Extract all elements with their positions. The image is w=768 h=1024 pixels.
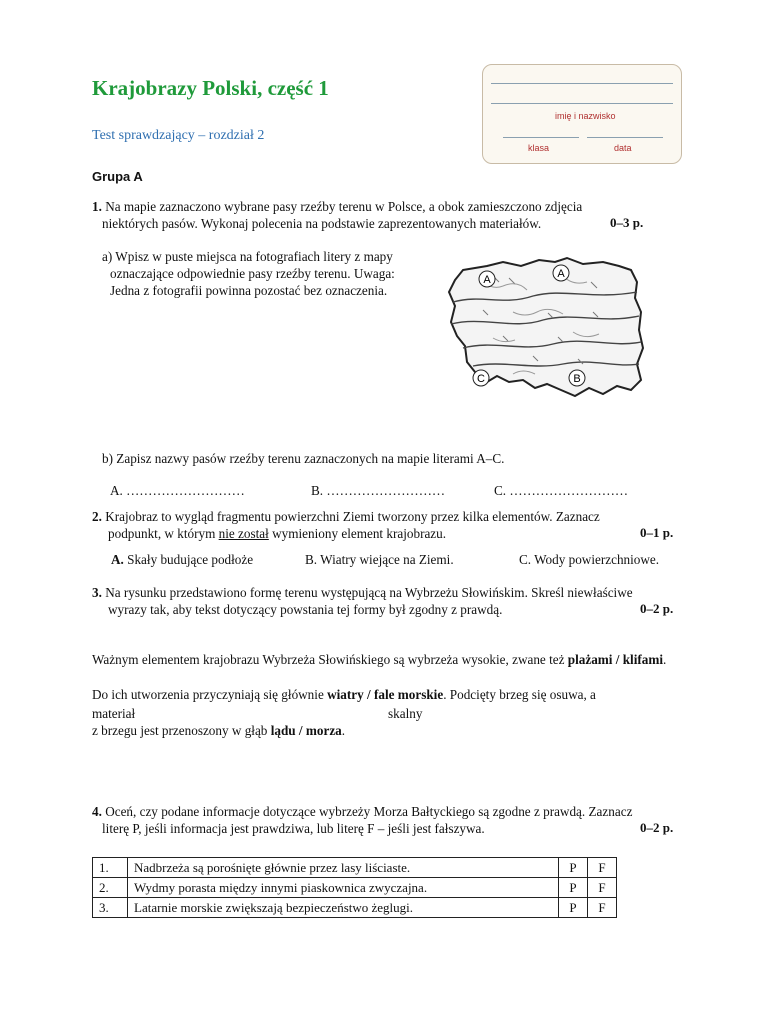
svg-text:B: B: [573, 373, 581, 385]
q3-choice-3[interactable]: lądu / morza: [270, 723, 342, 738]
q2-option-b[interactable]: B. Wiatry wiejące na Ziemi.: [305, 552, 454, 567]
false-option[interactable]: F: [588, 878, 617, 898]
q1-number: 1.: [92, 199, 102, 214]
q3-choice-1[interactable]: plażami / klifami: [567, 652, 664, 667]
page-subtitle: Test sprawdzający – rozdział 2: [92, 128, 265, 143]
name-line-1[interactable]: [491, 83, 673, 84]
svg-text:A: A: [557, 268, 565, 280]
q3-word-material: materiał: [92, 706, 136, 721]
q1b-answer-b[interactable]: B. ………………………: [311, 483, 446, 498]
q4-text: [92, 803, 632, 820]
q2-points: 0–1 p.: [640, 525, 674, 540]
true-false-table: [92, 857, 617, 918]
q1b-text: b) Zapisz nazwy pasów rzeźby terenu zaznaczonych na mapie literami A–C.: [102, 451, 505, 466]
q1-text: [92, 198, 682, 215]
q3-word-skalny: skalny: [388, 706, 423, 721]
q4-points: 0–2 p.: [640, 820, 674, 835]
false-option[interactable]: F: [588, 898, 617, 918]
q1-text-line1: Na mapie zaznaczono wybrane pasy rzeźby terenu w Polsce, a obok zamieszczono zdjęcia: [105, 199, 583, 214]
table-row: [93, 858, 617, 878]
map-label-a-east: [553, 265, 569, 281]
q3-paragraph-2: Do ich utworzenia przyczyniają się głównie wiatry / fale morskie. Podcięty brzeg się osuwa, a: [92, 687, 596, 702]
q3-text: [92, 584, 633, 601]
q2-option-c[interactable]: C. Wody powierzchniowe.: [519, 552, 660, 567]
false-option[interactable]: F: [588, 858, 617, 878]
row-number: 2.: [93, 878, 128, 898]
q1a-line1: a) Wpisz w puste miejsca na fotografiach litery z mapy: [102, 249, 393, 264]
q2-text: [92, 508, 676, 525]
map-label-b: [569, 370, 585, 386]
true-option[interactable]: P: [559, 878, 588, 898]
q4-number: 4.: [92, 804, 102, 819]
q3-choice-2[interactable]: wiatry / fale morskie: [327, 687, 444, 702]
row-statement: Wydmy porasta między innymi piaskownica zwyczajna.: [128, 878, 559, 898]
table-row: [93, 898, 617, 918]
svg-text:A: A: [483, 274, 491, 286]
q2-underlined: nie został: [218, 526, 269, 541]
q4-text-line2: literę P, jeśli informacja jest prawdziwa, lub literę F – jeśli jest fałszywa.: [102, 821, 485, 836]
row-statement: Nadbrzeża są porośnięte głównie przez lasy liściaste.: [128, 858, 559, 878]
page-title: Krajobrazy Polski, część 1: [92, 76, 329, 100]
row-number: 1.: [93, 858, 128, 878]
q3-paragraph-4: z brzegu jest przenoszony w głąb lądu / morza.: [92, 723, 346, 738]
map-label-c: [473, 370, 489, 386]
date-label: data: [614, 143, 632, 153]
q1b-answer-a[interactable]: A. ………………………: [110, 483, 245, 498]
name-line-2[interactable]: [491, 103, 673, 104]
q2-text-line2: podpunkt, w którym nie został wymieniony element krajobrazu.: [108, 526, 447, 541]
q3-text-line2: wyrazy tak, aby tekst dotyczący powstania tej formy był zgodny z prawdą.: [108, 602, 503, 617]
q1a-line3: Jedna z fotografii powinna pozostać bez oznaczenia.: [110, 283, 388, 298]
q3-number: 3.: [92, 585, 102, 600]
q1a-line2: oznaczające odpowiednie pasy rzeźby terenu. Uwaga:: [110, 266, 395, 281]
row-number: 3.: [93, 898, 128, 918]
svg-text:C: C: [477, 373, 485, 385]
q1-points: 0–3 p.: [610, 215, 644, 230]
q2-option-a[interactable]: A. Skały budujące podłoże: [111, 552, 254, 567]
date-line[interactable]: [587, 137, 663, 138]
map-label-a-west: [479, 271, 495, 287]
student-info-box: [482, 64, 682, 164]
q4-text-line1: Oceń, czy podane informacje dotyczące wybrzeży Morza Bałtyckiego są zgodne z prawdą. Zaznacz: [105, 804, 633, 819]
table-row: [93, 878, 617, 898]
class-line[interactable]: [503, 137, 579, 138]
q3-paragraph: Ważnym elementem krajobrazu Wybrzeża Słowińskiego są wybrzeża wysokie, zwane też plażami / klifami.: [92, 652, 667, 667]
q2-text-line1: Krajobraz to wygląd fragmentu powierzchni Ziemi tworzony przez kilka elementów. Zaznacz: [105, 509, 600, 524]
q1b-answer-c[interactable]: C. ………………………: [494, 483, 629, 498]
true-option[interactable]: P: [559, 898, 588, 918]
q3-points: 0–2 p.: [640, 601, 674, 616]
true-option[interactable]: P: [559, 858, 588, 878]
q1-text-line2: niektórych pasów. Wykonaj polecenia na podstawie zaprezentowanych materiałów.: [102, 216, 542, 231]
q3-text-line1: Na rysunku przedstawiono formę terenu występującą na Wybrzeżu Słowińskim. Skreśl niewłaściwe: [105, 585, 633, 600]
class-label: klasa: [528, 143, 550, 153]
poland-relief-map: [443, 252, 651, 404]
row-statement: Latarnie morskie zwiększają bezpieczeństwo żeglugi.: [128, 898, 559, 918]
q2-number: 2.: [92, 509, 102, 524]
name-label: imię i nazwisko: [555, 111, 616, 121]
group-label: Grupa A: [92, 169, 143, 184]
